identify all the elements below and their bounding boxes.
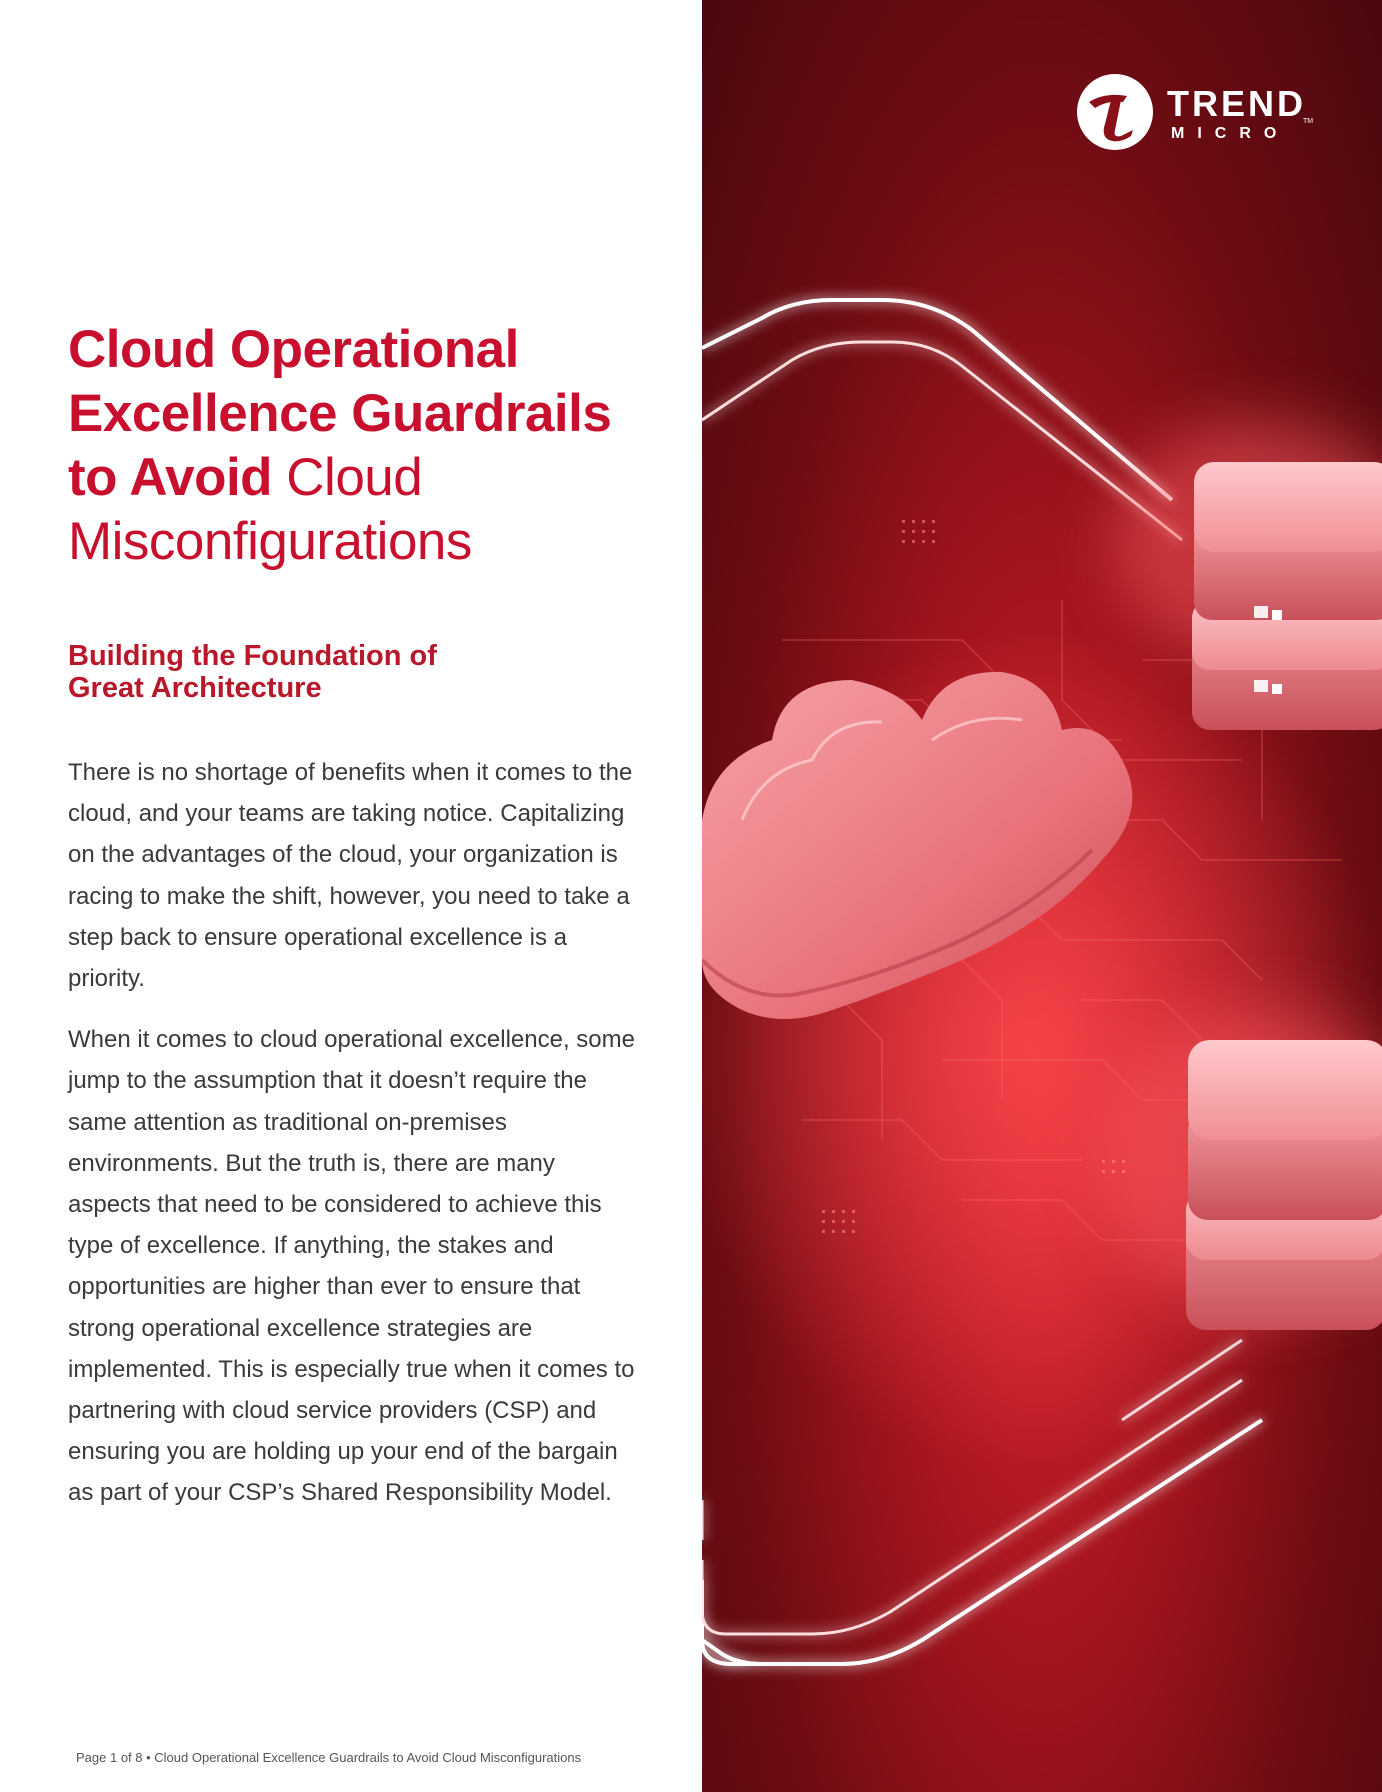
- title-light-line-3: Cloud: [272, 448, 423, 507]
- body-text: [68, 752, 638, 1534]
- cloud-network-illustration: [702, 0, 1382, 1792]
- body-paragraph-2: When it comes to cloud operational excellence, some jump to the assumption that it doesn’t require the same attention as traditional on-premises environments. But the truth is, there are many aspects that need to be considered to achieve this type of excellence. If anything, the stakes and opportunities are higher than ever to ensure that strong operational excellence strategies are implemented. This is especially true when it comes to partnering with cloud service providers (CSP) and ensuring you are holding up your end of the bargain as part of your CSP’s Shared Responsibility Model.: [68, 1026, 635, 1507]
- logo-word-micro: MICRO: [1171, 125, 1290, 142]
- body-paragraph-1: There is no shortage of benefits when it comes to the cloud, and your teams are taking notice. Capitalizing on the advantages of the cloud, your organization is racing to make the shift, however, you need to take a step back to ensure operational excellence is a priority.: [68, 759, 633, 993]
- title-light-line-4: Misconfigurations: [68, 512, 472, 571]
- title-bold-line-3: to Avoid: [68, 448, 273, 507]
- document-title: [68, 318, 668, 574]
- title-bold-line-2: Excellence Guardrails: [68, 384, 612, 443]
- cover-illustration: [702, 0, 1382, 1792]
- logo-word-trend: TREND: [1167, 83, 1306, 124]
- page-footer: Page 1 of 8 • Cloud Operational Excellence Guardrails to Avoid Cloud Misconfigurations: [76, 1750, 582, 1765]
- section-subtitle: [68, 640, 628, 704]
- trend-micro-logo-icon: [1075, 72, 1155, 152]
- trend-micro-logo: [1075, 72, 1315, 152]
- logo-trademark: TM: [1303, 118, 1314, 125]
- upper-light-trace: [702, 300, 1182, 540]
- subtitle-line-1: Building the Foundation of: [68, 640, 437, 672]
- subtitle-line-2: Great Architecture: [68, 672, 322, 704]
- title-bold-line-1: Cloud Operational: [68, 320, 519, 379]
